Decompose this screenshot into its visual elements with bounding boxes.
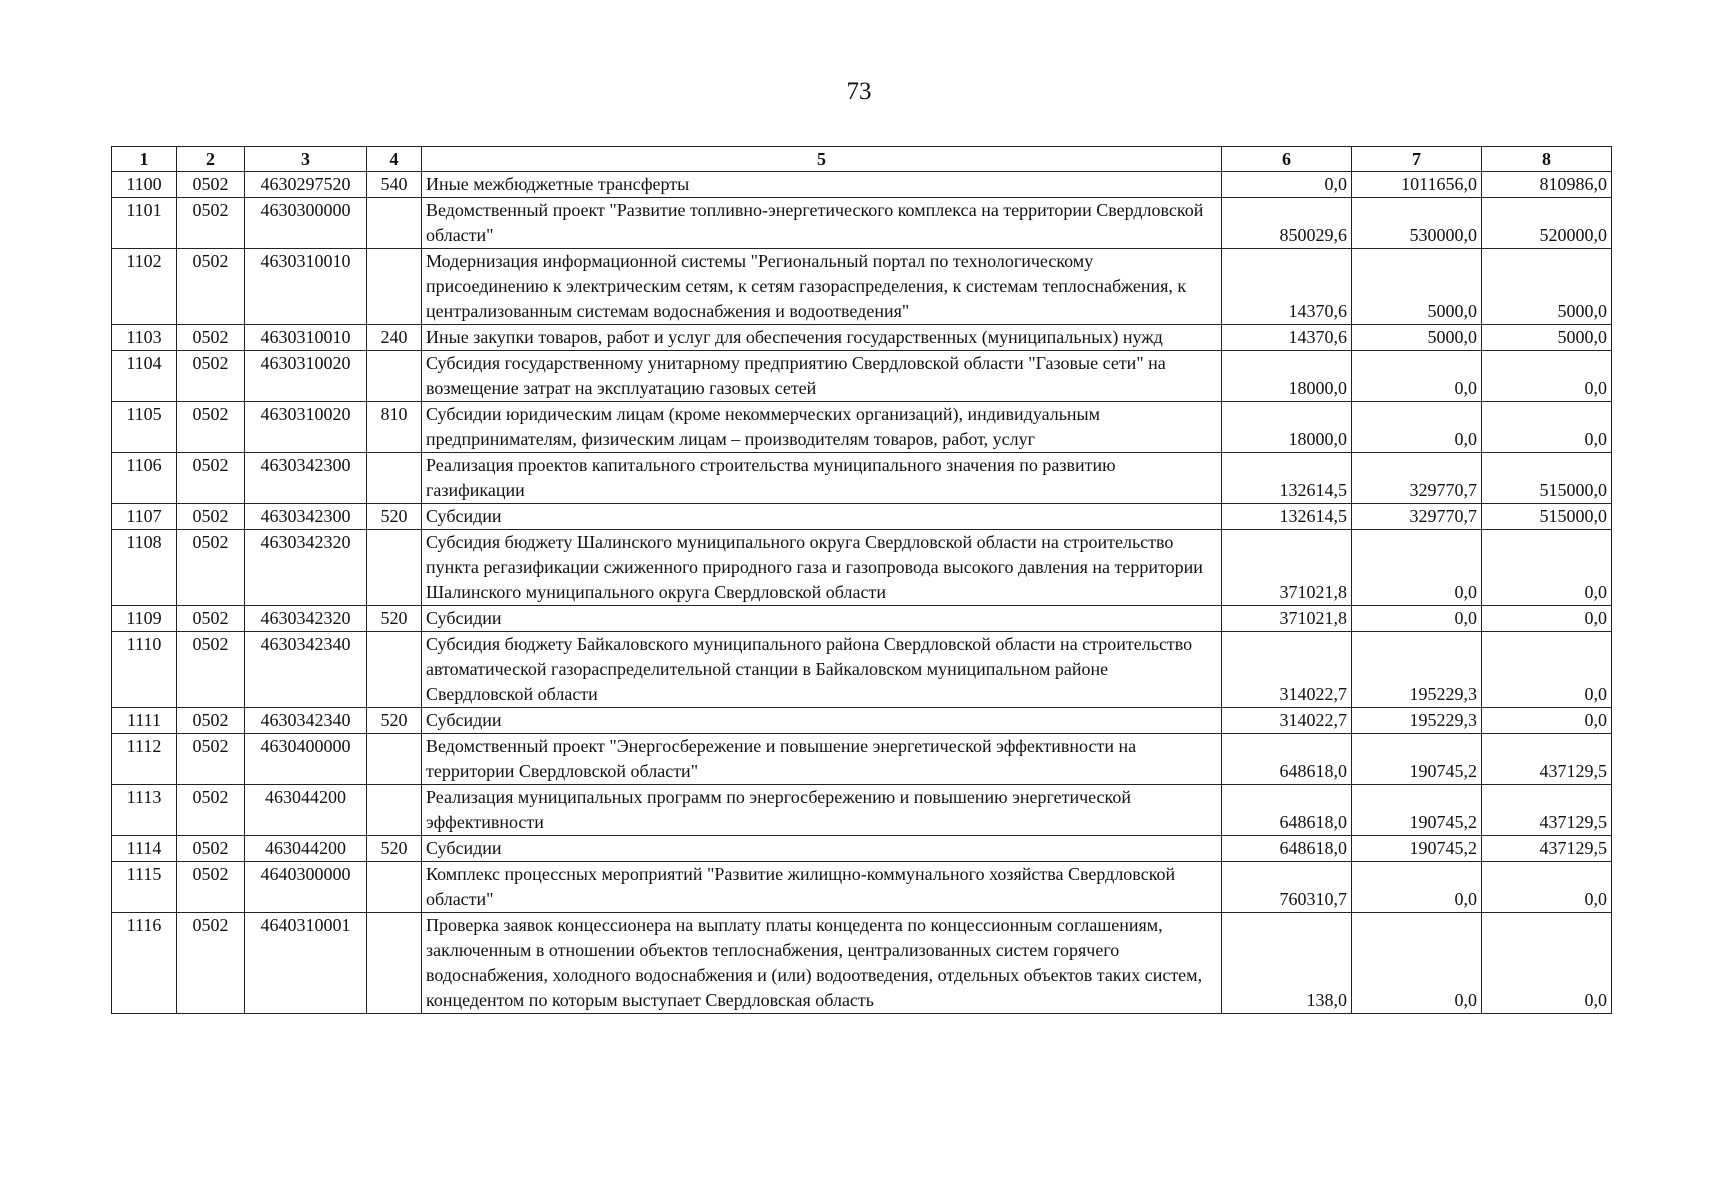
- table-row: [112, 453, 1612, 504]
- amount-col-6: 138,0: [1222, 913, 1352, 1014]
- target-article-code: 4630342300: [245, 504, 367, 530]
- row-number: 1114: [112, 836, 177, 862]
- table-row: [112, 632, 1612, 708]
- header-row: [112, 147, 1612, 172]
- amount-col-6: 314022,7: [1222, 632, 1352, 708]
- amount-col-8: 437129,5: [1482, 785, 1612, 836]
- expense-type-code: [367, 734, 422, 785]
- amount-col-7: 190745,2: [1352, 785, 1482, 836]
- table-row: [112, 325, 1612, 351]
- item-name: Проверка заявок концессионера на выплату платы концедента по концессионным соглашениям, заключенным в отношении объектов теплоснабжения, централизованных систем горячего водоснабжения, холодного водоснабжения и (или) водоотведения, отдельных объектов таких систем, концедентом по которым выступает Свердловская область: [422, 913, 1222, 1014]
- expense-type-code: 540: [367, 172, 422, 198]
- section-code: 0502: [177, 785, 245, 836]
- table-row: [112, 862, 1612, 913]
- table-row: [112, 402, 1612, 453]
- target-article-code: 4630342340: [245, 632, 367, 708]
- amount-col-7: 190745,2: [1352, 836, 1482, 862]
- expense-type-code: [367, 530, 422, 606]
- target-article-code: 4630400000: [245, 734, 367, 785]
- item-name: Ведомственный проект "Развитие топливно-энергетического комплекса на территории Свердловской области": [422, 198, 1222, 249]
- amount-col-6: 314022,7: [1222, 708, 1352, 734]
- item-name: Реализация муниципальных программ по энергосбережению и повышению энергетической эффективности: [422, 785, 1222, 836]
- amount-col-8: 515000,0: [1482, 504, 1612, 530]
- item-name: Субсидии: [422, 504, 1222, 530]
- target-article-code: 4630300000: [245, 198, 367, 249]
- amount-col-6: 648618,0: [1222, 734, 1352, 785]
- section-code: 0502: [177, 172, 245, 198]
- amount-col-6: 850029,6: [1222, 198, 1352, 249]
- item-name: Субсидия бюджету Байкаловского муниципального района Свердловской области на строительство автоматической газораспределительной станции в Байкаловском муниципальном районе Свердловской области: [422, 632, 1222, 708]
- section-code: 0502: [177, 453, 245, 504]
- expense-type-code: [367, 785, 422, 836]
- amount-col-7: 0,0: [1352, 530, 1482, 606]
- amount-col-7: 5000,0: [1352, 249, 1482, 325]
- table-row: [112, 172, 1612, 198]
- row-number: 1111: [112, 708, 177, 734]
- header-col-1: 1: [112, 147, 177, 172]
- item-name: Субсидия бюджету Шалинского муниципального округа Свердловской области на строительство пункта регазификации сжиженного природного газа и газопровода высокого давления на территории Шалинского муниципального округа Свердловской области: [422, 530, 1222, 606]
- amount-col-6: 14370,6: [1222, 249, 1352, 325]
- expense-type-code: [367, 453, 422, 504]
- row-number: 1104: [112, 351, 177, 402]
- section-code: 0502: [177, 708, 245, 734]
- row-number: 1106: [112, 453, 177, 504]
- header-col-8: 8: [1482, 147, 1612, 172]
- amount-col-8: 515000,0: [1482, 453, 1612, 504]
- amount-col-6: 132614,5: [1222, 504, 1352, 530]
- amount-col-6: 18000,0: [1222, 402, 1352, 453]
- table-row: [112, 530, 1612, 606]
- amount-col-7: 195229,3: [1352, 708, 1482, 734]
- table-row: [112, 606, 1612, 632]
- section-code: 0502: [177, 249, 245, 325]
- amount-col-7: 190745,2: [1352, 734, 1482, 785]
- item-name: Модернизация информационной системы "Региональный портал по технологическому присоединению к электрическим сетям, к сетям газораспределения, к системам теплоснабжения, к централизованным системам водоснабжения и водоотведения": [422, 249, 1222, 325]
- expense-type-code: [367, 249, 422, 325]
- item-name: Субсидии: [422, 708, 1222, 734]
- amount-col-8: 437129,5: [1482, 734, 1612, 785]
- row-number: 1102: [112, 249, 177, 325]
- item-name: Субсидии: [422, 836, 1222, 862]
- header-col-7: 7: [1352, 147, 1482, 172]
- amount-col-8: 5000,0: [1482, 249, 1612, 325]
- table-row: [112, 351, 1612, 402]
- amount-col-8: 0,0: [1482, 913, 1612, 1014]
- section-code: 0502: [177, 632, 245, 708]
- expense-type-code: 520: [367, 606, 422, 632]
- amount-col-7: 195229,3: [1352, 632, 1482, 708]
- amount-col-6: 0,0: [1222, 172, 1352, 198]
- target-article-code: 4630342320: [245, 606, 367, 632]
- amount-col-7: 0,0: [1352, 606, 1482, 632]
- item-name: Иные межбюджетные трансферты: [422, 172, 1222, 198]
- expense-type-code: 520: [367, 708, 422, 734]
- header-col-2: 2: [177, 147, 245, 172]
- row-number: 1100: [112, 172, 177, 198]
- expense-type-code: 810: [367, 402, 422, 453]
- header-col-4: 4: [367, 147, 422, 172]
- target-article-code: 4640310001: [245, 913, 367, 1014]
- item-name: Комплекс процессных мероприятий "Развитие жилищно-коммунального хозяйства Свердловской области": [422, 862, 1222, 913]
- amount-col-8: 0,0: [1482, 862, 1612, 913]
- amount-col-7: 0,0: [1352, 351, 1482, 402]
- row-number: 1113: [112, 785, 177, 836]
- section-code: 0502: [177, 530, 245, 606]
- expense-type-code: [367, 862, 422, 913]
- table-row: [112, 734, 1612, 785]
- item-name: Иные закупки товаров, работ и услуг для обеспечения государственных (муниципальных) нужд: [422, 325, 1222, 351]
- target-article-code: 463044200: [245, 836, 367, 862]
- target-article-code: 4630297520: [245, 172, 367, 198]
- amount-col-8: 0,0: [1482, 632, 1612, 708]
- target-article-code: 4630342300: [245, 453, 367, 504]
- row-number: 1112: [112, 734, 177, 785]
- item-name: Субсидии: [422, 606, 1222, 632]
- row-number: 1109: [112, 606, 177, 632]
- amount-col-7: 5000,0: [1352, 325, 1482, 351]
- expense-type-code: 240: [367, 325, 422, 351]
- target-article-code: 4630342340: [245, 708, 367, 734]
- header-col-5: 5: [422, 147, 1222, 172]
- section-code: 0502: [177, 351, 245, 402]
- row-number: 1115: [112, 862, 177, 913]
- row-number: 1110: [112, 632, 177, 708]
- amount-col-6: 371021,8: [1222, 530, 1352, 606]
- target-article-code: 4630310010: [245, 325, 367, 351]
- amount-col-6: 760310,7: [1222, 862, 1352, 913]
- amount-col-6: 648618,0: [1222, 785, 1352, 836]
- row-number: 1103: [112, 325, 177, 351]
- row-number: 1105: [112, 402, 177, 453]
- table-row: [112, 785, 1612, 836]
- amount-col-6: 14370,6: [1222, 325, 1352, 351]
- section-code: 0502: [177, 836, 245, 862]
- budget-table: [111, 146, 1612, 1014]
- section-code: 0502: [177, 325, 245, 351]
- amount-col-7: 1011656,0: [1352, 172, 1482, 198]
- section-code: 0502: [177, 913, 245, 1014]
- target-article-code: 4630310010: [245, 249, 367, 325]
- target-article-code: 4630310020: [245, 402, 367, 453]
- section-code: 0502: [177, 606, 245, 632]
- section-code: 0502: [177, 862, 245, 913]
- header-col-6: 6: [1222, 147, 1352, 172]
- expense-type-code: 520: [367, 836, 422, 862]
- table-row: [112, 708, 1612, 734]
- table-row: [112, 249, 1612, 325]
- row-number: 1107: [112, 504, 177, 530]
- row-number: 1116: [112, 913, 177, 1014]
- row-number: 1108: [112, 530, 177, 606]
- item-name: Реализация проектов капитального строительства муниципального значения по развитию газификации: [422, 453, 1222, 504]
- row-number: 1101: [112, 198, 177, 249]
- table-row: [112, 504, 1612, 530]
- item-name: Субсидии юридическим лицам (кроме некоммерческих организаций), индивидуальным предпринимателям, физическим лицам – производителям товаров, работ, услуг: [422, 402, 1222, 453]
- amount-col-6: 648618,0: [1222, 836, 1352, 862]
- amount-col-8: 5000,0: [1482, 325, 1612, 351]
- amount-col-8: 0,0: [1482, 606, 1612, 632]
- section-code: 0502: [177, 198, 245, 249]
- amount-col-8: 0,0: [1482, 530, 1612, 606]
- target-article-code: 4640300000: [245, 862, 367, 913]
- target-article-code: 4630342320: [245, 530, 367, 606]
- expense-type-code: 520: [367, 504, 422, 530]
- amount-col-8: 520000,0: [1482, 198, 1612, 249]
- amount-col-7: 329770,7: [1352, 504, 1482, 530]
- target-article-code: 463044200: [245, 785, 367, 836]
- amount-col-8: 0,0: [1482, 708, 1612, 734]
- section-code: 0502: [177, 734, 245, 785]
- table-row: [112, 198, 1612, 249]
- amount-col-7: 0,0: [1352, 862, 1482, 913]
- amount-col-6: 132614,5: [1222, 453, 1352, 504]
- header-col-3: 3: [245, 147, 367, 172]
- table-row: [112, 836, 1612, 862]
- section-code: 0502: [177, 504, 245, 530]
- amount-col-6: 18000,0: [1222, 351, 1352, 402]
- page-number: 73: [846, 78, 872, 105]
- item-name: Ведомственный проект "Энергосбережение и повышение энергетической эффективности на территории Свердловской области": [422, 734, 1222, 785]
- section-code: 0502: [177, 402, 245, 453]
- amount-col-8: 0,0: [1482, 351, 1612, 402]
- item-name: Субсидия государственному унитарному предприятию Свердловской области "Газовые сети" на возмещение затрат на эксплуатацию газовых сетей: [422, 351, 1222, 402]
- amount-col-7: 0,0: [1352, 402, 1482, 453]
- expense-type-code: [367, 632, 422, 708]
- amount-col-7: 0,0: [1352, 913, 1482, 1014]
- amount-col-7: 329770,7: [1352, 453, 1482, 504]
- table-row: [112, 913, 1612, 1014]
- amount-col-6: 371021,8: [1222, 606, 1352, 632]
- amount-col-8: 0,0: [1482, 402, 1612, 453]
- target-article-code: 4630310020: [245, 351, 367, 402]
- expense-type-code: [367, 198, 422, 249]
- expense-type-code: [367, 351, 422, 402]
- expense-type-code: [367, 913, 422, 1014]
- amount-col-7: 530000,0: [1352, 198, 1482, 249]
- amount-col-8: 437129,5: [1482, 836, 1612, 862]
- amount-col-8: 810986,0: [1482, 172, 1612, 198]
